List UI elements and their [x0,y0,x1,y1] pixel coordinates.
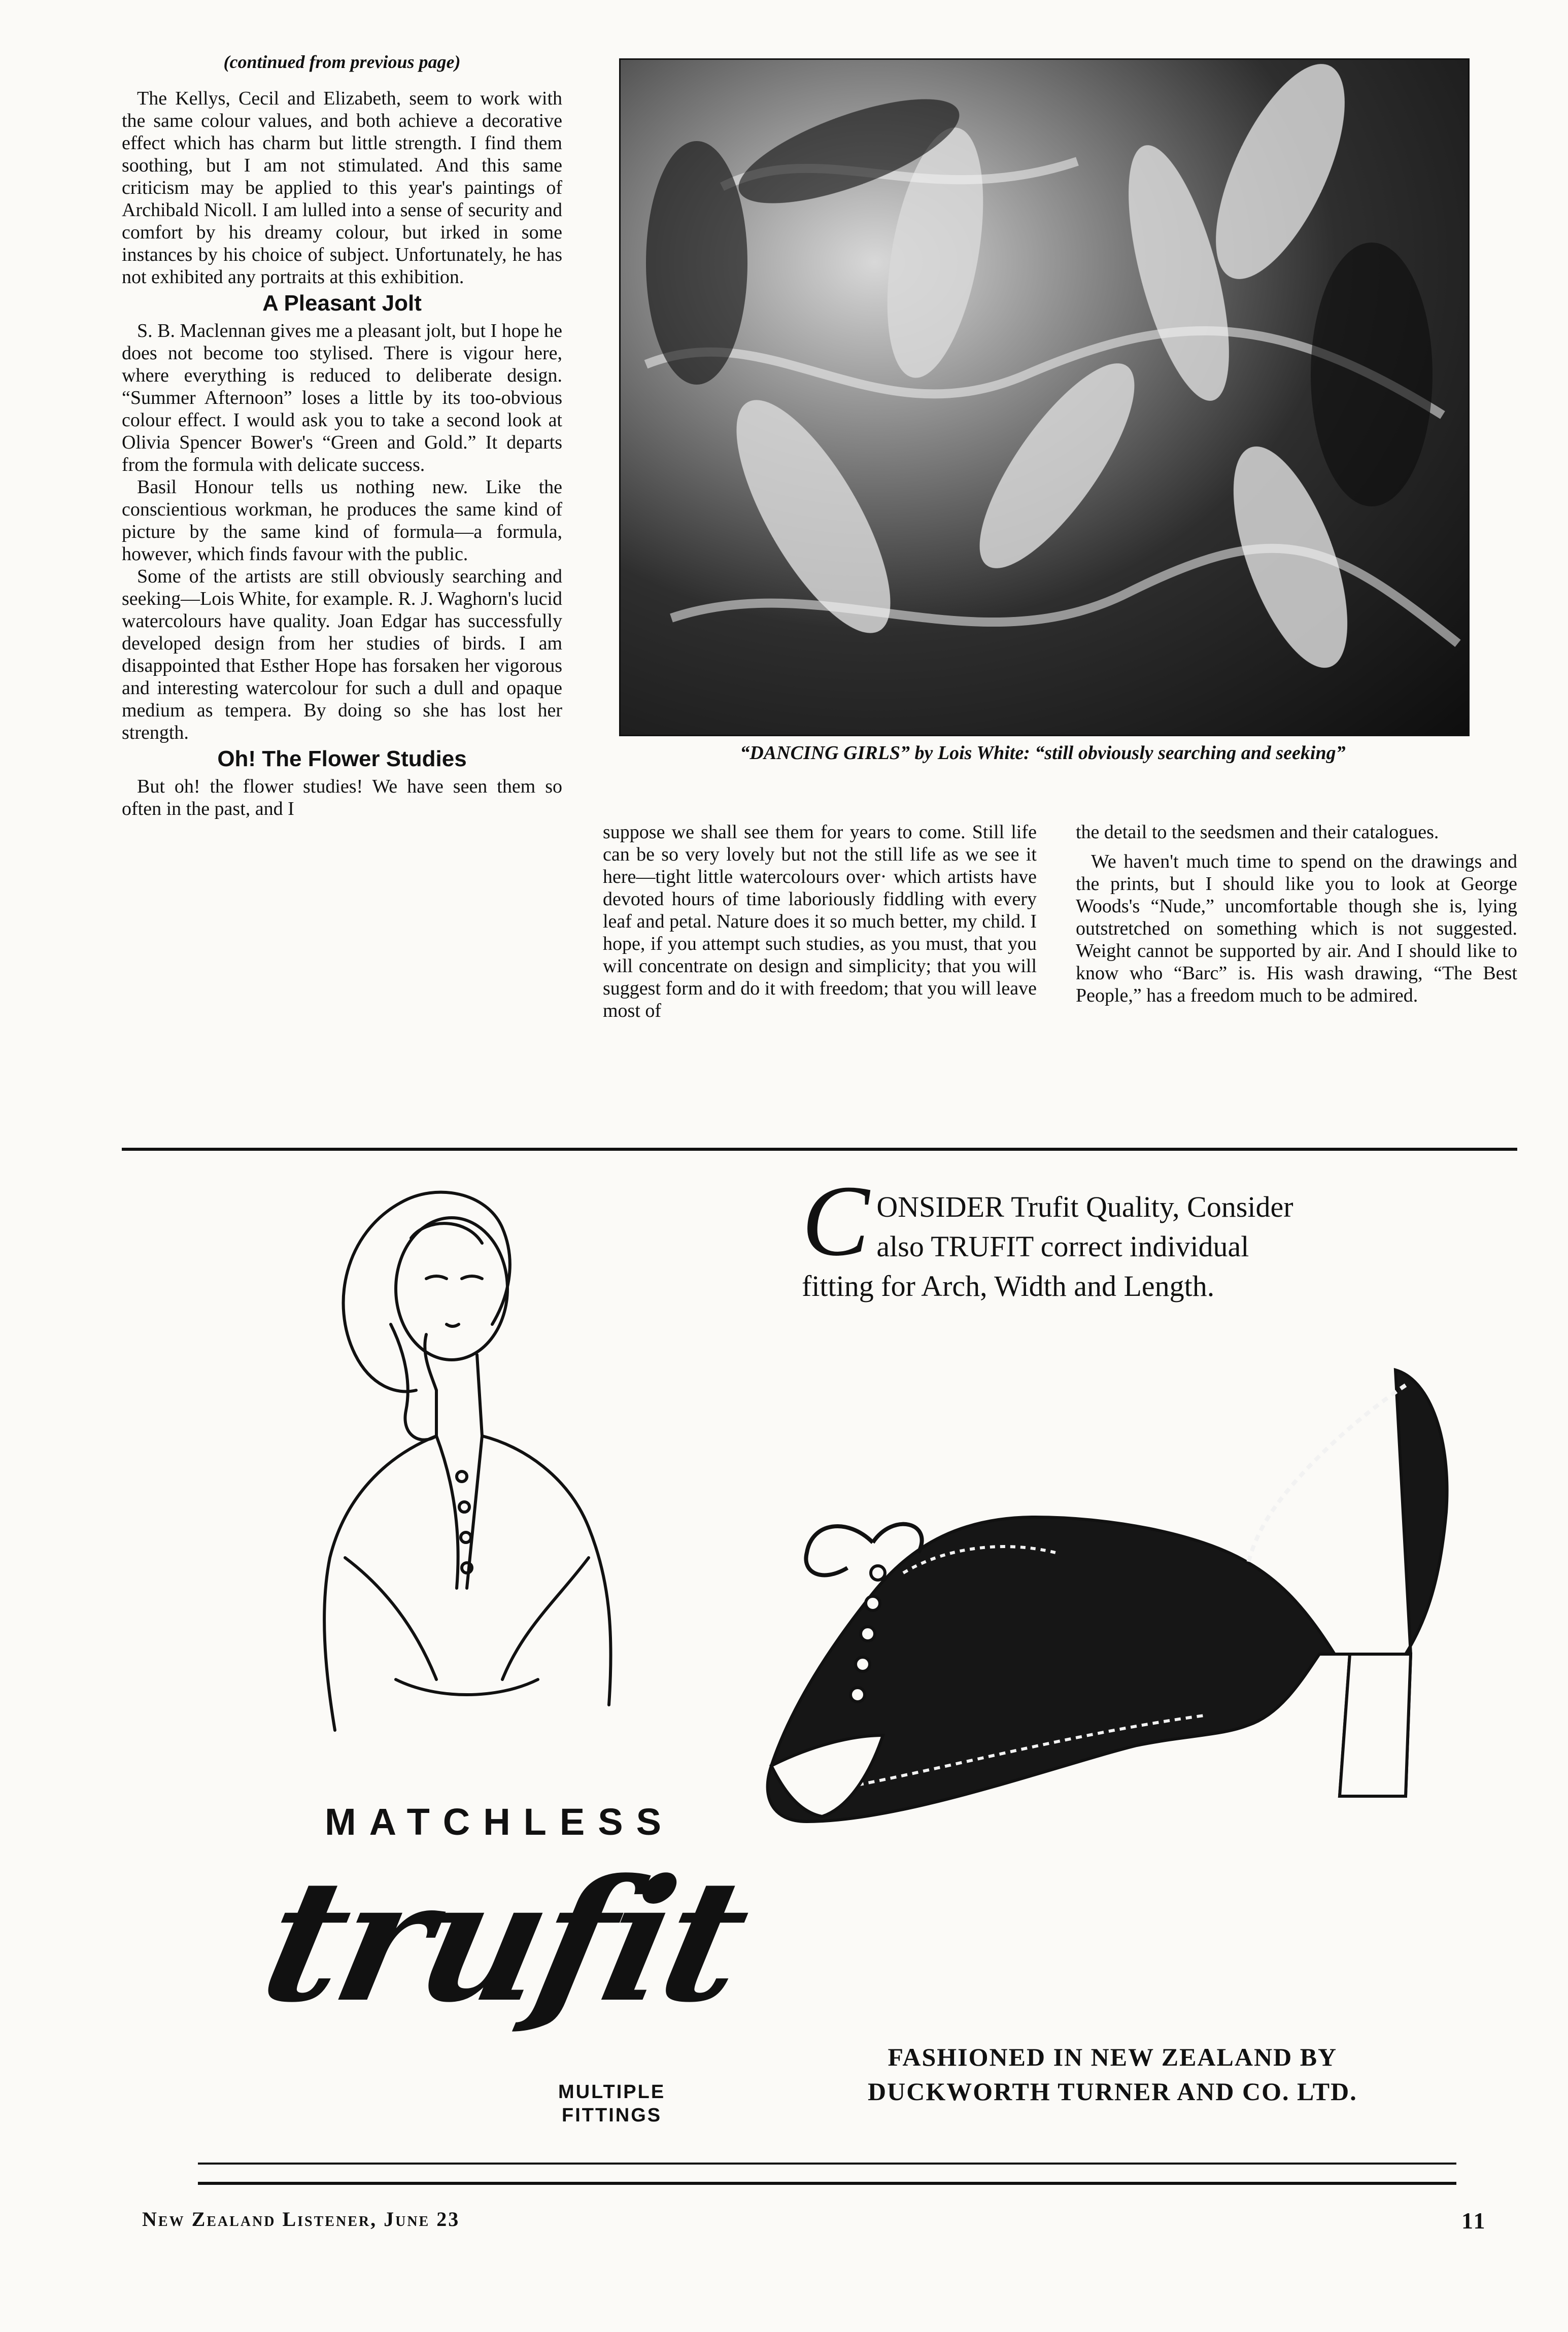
dancing-girls-photo [619,58,1470,736]
maker-line-2: DUCKWORTH TURNER AND CO. LTD. [868,2077,1357,2106]
divider-rule [122,1148,1517,1151]
maker-line-1: FASHIONED IN NEW ZEALAND BY [888,2043,1338,2071]
matchless-label: MATCHLESS [325,1801,674,1843]
ad-bottom-rule [198,2163,1456,2165]
footer-rule [198,2182,1456,2185]
multiple-fittings-label [558,2080,665,2127]
article-paragraph: The Kellys, Cecil and Elizabeth, seem to work with the same colour values, and both achieve a decorative effect which has charm but little strength. I find them soothing, but I am not stimulated. And this same criticism may be applied to this year's paintings of Archibald Nicoll. I am lulled into a sense of security and comfort by his dreamy colour, but irked in some instances by his choice of subject. Unfortunately, he has not exhibited any portraits at this exhibition. [122,88,562,288]
fittings-line-1: MULTIPLE [558,2081,666,2103]
article-paragraph: Basil Honour tells us nothing new. Like the conscientious workman, he produces the same kind of picture by the same kind of formula—a formula, however, which finds favour with the public. [122,476,562,565]
shoe-illustration [751,1350,1472,1943]
continued-note: (continued from previous page) [223,52,461,72]
article-paragraph: We haven't much time to spend on the drawings and the prints, but I should like you to look at George Woods's “Nude,” uncomfortable though she is, lying outstretched on something which is not suggested. Weight cannot be supported by air. And I should like to know who “Barc” is. His wash drawing, “The Best People,” has a freedom much to be admired. [1076,851,1517,1006]
headline-dropcap: C [802,1165,870,1277]
photo-caption: “DANCING GIRLS” by Lois White: “still obviously searching and seeking” [740,742,1346,764]
article-paragraph: Some of the artists are still obviously searching and seeking—Lois White, for example. R. J. Waghorn's lucid watercolours have quality. Joan Edgar has successfully developed design from her studies of birds. I am disappointed that Esther Hope has forsaken her vigorous and interesting watercolour for such a dull and opaque medium as tempera. By doing so she has lost her strength. [122,566,562,743]
publication-footer: New Zealand Listener, June 23 [142,2208,460,2231]
article-paragraph: S. B. Maclennan gives me a pleasant jolt, but I hope he does not become too stylised. There is vigour here, where everything is reduced to deliberate design. “Summer Afternoon” loses a little by its too-obvious colour effect. I would ask you to take a second look at Olivia Spencer Bower's “Green and Gold.” It departs from the formula with delicate success. [122,320,562,475]
article-column-3 [1076,821,1517,1007]
article-column-2 [603,821,1037,1022]
photo-figures-illustration [621,60,1468,735]
fittings-line-2: FITTINGS [562,2105,662,2126]
page-number: 11 [1461,2208,1487,2234]
manufacturer-line [868,2040,1357,2109]
headline-text: ONSIDER Trufit Quality, Consider also TRUFIT correct individual fitting for Arch, Width and Length. [802,1190,1293,1302]
woman-illustration [284,1172,792,1832]
article-paragraph: suppose we shall see them for years to come. Still life can be so very lovely but not the still life as we see it here—tight little watercolours over· which artists have devoted hours of time laboriously fiddling with every leaf and petal. Nature does it so much better, my child. I hope, if you attempt such studies, as you must, that you will concentrate on design and simplicity; that you will suggest form and do it with freedom; that you will leave most of [603,821,1037,1021]
subheading-pleasant-jolt: A Pleasant Jolt [262,291,422,316]
subheading-flower-studies: Oh! The Flower Studies [217,746,467,771]
trufit-logo: trufit [248,1842,760,2039]
article-paragraph: the detail to the seedsmen and their catalogues. [1076,821,1439,843]
article-paragraph: But oh! the flower studies! We have seen them so often in the past, and I [122,776,562,819]
ad-headline [802,1165,1309,1306]
article-column-1 [122,51,562,820]
